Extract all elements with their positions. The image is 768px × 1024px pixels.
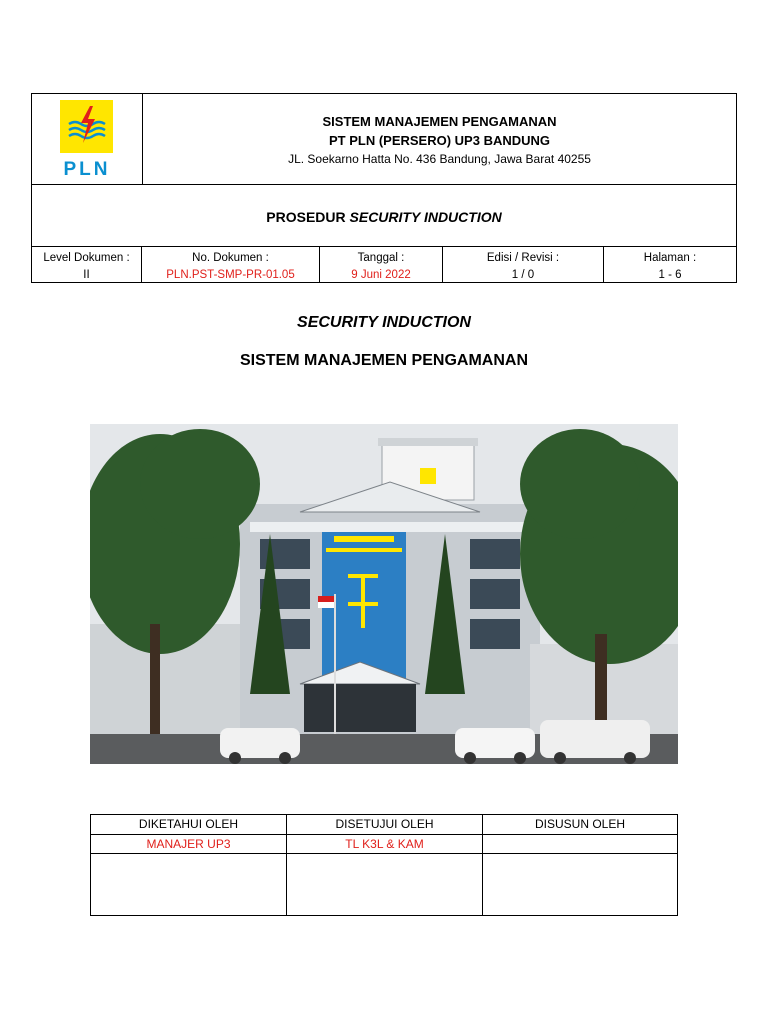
approval-header: DIKETAHUI OLEH — [91, 815, 286, 835]
document-subtitle: SISTEM MANAJEMEN PENGAMANAN — [239, 352, 528, 369]
organization-info — [143, 94, 736, 185]
meta-level — [32, 247, 142, 282]
approval-role — [483, 835, 677, 854]
org-system-name: SISTEM MANAJEMEN PENGAMANAN — [322, 114, 557, 129]
meta-date — [320, 247, 443, 282]
procedure-title-prefix: PROSEDUR — [266, 209, 350, 225]
logo-cell — [32, 94, 143, 185]
approval-header: DISUSUN OLEH — [483, 815, 677, 835]
logo-wordmark: PLN — [63, 159, 111, 180]
meta-edition-label: Edisi / Revisi : — [486, 252, 560, 264]
meta-date-value: 9 Juni 2022 — [351, 269, 411, 281]
document-meta-row — [32, 247, 736, 282]
building-photo — [90, 424, 678, 764]
meta-page-value: 1 - 6 — [658, 269, 682, 281]
meta-edition — [443, 247, 604, 282]
meta-doc-number — [142, 247, 320, 282]
meta-doc-number-label: No. Dokumen : — [192, 252, 269, 264]
procedure-title-cell — [32, 185, 736, 247]
document-title: SECURITY INDUCTION — [297, 314, 471, 331]
meta-doc-number-value: PLN.PST-SMP-PR-01.05 — [166, 269, 295, 281]
procedure-title — [32, 209, 736, 225]
org-address: JL. Soekarno Hatta No. 436 Bandung, Jawa Barat 40255 — [288, 152, 591, 166]
pln-logo-icon — [60, 100, 113, 153]
meta-page-label: Halaman : — [643, 252, 697, 264]
approval-role: TL K3L & KAM — [287, 835, 482, 854]
meta-level-value: II — [83, 269, 90, 281]
procedure-title-italic: SECURITY INDUCTION — [349, 209, 502, 225]
meta-date-label: Tanggal : — [357, 252, 405, 264]
approval-role: MANAJER UP3 — [91, 835, 286, 854]
meta-level-label: Level Dokumen : — [43, 252, 130, 264]
approval-column-known — [91, 815, 287, 915]
approval-column-prepared — [483, 815, 677, 915]
pln-logo — [58, 100, 116, 182]
org-company-name: PT PLN (PERSERO) UP3 BANDUNG — [328, 133, 551, 148]
meta-page — [604, 247, 736, 282]
approval-column-approved — [287, 815, 483, 915]
approval-header: DISETUJUI OLEH — [287, 815, 482, 835]
approval-table — [90, 814, 678, 916]
meta-edition-value: 1 / 0 — [511, 269, 535, 281]
document-header — [31, 93, 737, 283]
